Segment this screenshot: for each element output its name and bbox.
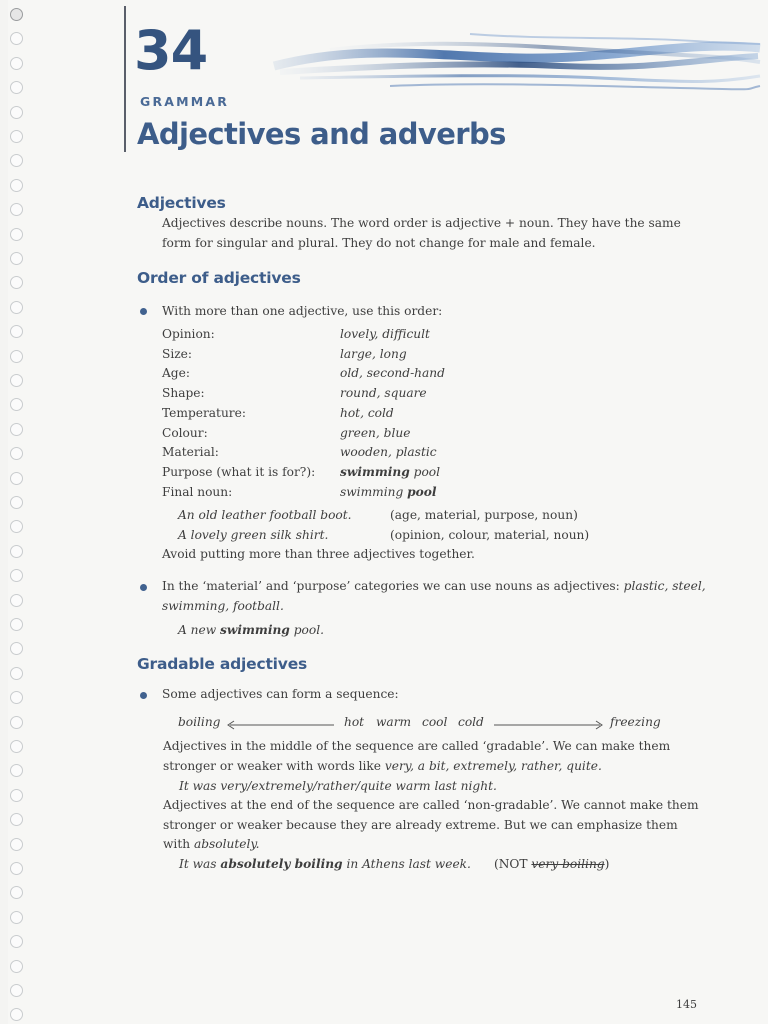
- binding-hole: [10, 911, 23, 924]
- sequence-word-freezing: freezing: [610, 715, 661, 729]
- order-label: Purpose (what it is for?):: [162, 464, 316, 479]
- binding-hole: [10, 764, 23, 777]
- binding-hole: [10, 984, 23, 997]
- bullet-icon: [140, 584, 147, 591]
- gradable-example-2-not: (NOT very boiling): [494, 857, 610, 871]
- binding-hole: [10, 203, 23, 216]
- binding-hole: [10, 130, 23, 143]
- binding-hole: [10, 350, 23, 363]
- binding-hole: [10, 472, 23, 485]
- binding-hole: [10, 423, 23, 436]
- order-example: swimming pool: [340, 484, 437, 499]
- order-label: Age:: [162, 366, 190, 381]
- order-avoid-note: Avoid putting more than three adjectives together.: [162, 547, 475, 561]
- binding-hole: [10, 228, 23, 241]
- sequence-word-cool: cool: [422, 715, 448, 729]
- binding-hole: [10, 81, 23, 94]
- order-example: round, square: [340, 386, 427, 401]
- sequence-word-hot: hot: [344, 715, 365, 729]
- binding-hole: [10, 32, 23, 45]
- temperature-sequence: [178, 712, 668, 734]
- binding-hole: [10, 179, 23, 192]
- binding-hole: [10, 691, 23, 704]
- order-example: lovely, difficult: [340, 327, 430, 341]
- gradable-example-2: It was absolutely boiling in Athens last week.: [179, 857, 471, 871]
- order-label: Size:: [162, 346, 192, 361]
- order-label: Shape:: [162, 386, 205, 401]
- sequence-word-boiling: boiling: [178, 715, 221, 729]
- binding-hole: [10, 838, 23, 851]
- adjectives-text-line-2: form for singular and plural. They do not change for male and female.: [162, 236, 596, 250]
- gradable-example-1: It was very/extremely/rather/quite warm last night.: [179, 779, 497, 793]
- gradable-intro: Some adjectives can form a sequence:: [162, 687, 399, 701]
- material-note-line-1: In the ‘material’ and ‘purpose’ categories we can use nouns as adjectives: plastic, steel,: [162, 579, 706, 593]
- bullet-icon: [140, 308, 147, 315]
- binding-hole: [10, 618, 23, 631]
- order-example: wooden, plastic: [340, 445, 437, 460]
- page-title: Adjectives and adverbs: [137, 117, 506, 151]
- arrow-left-icon: [226, 720, 336, 730]
- binding-hole: [10, 374, 23, 387]
- gradable-p2-line-1: Adjectives at the end of the sequence are called ‘non-gradable’. We cannot make them: [163, 798, 699, 812]
- sequence-word-warm: warm: [376, 715, 412, 729]
- binding-hole: [10, 960, 23, 973]
- order-label: Material:: [162, 445, 219, 460]
- binding-hole: [10, 594, 23, 607]
- binding-hole: [10, 716, 23, 729]
- page-number: 145: [676, 998, 697, 1011]
- material-note-line-2: swimming, football.: [162, 599, 284, 613]
- binding-hole: [10, 862, 23, 875]
- order-example: old, second-hand: [340, 366, 445, 381]
- heading-gradable-adjectives: Gradable adjectives: [137, 655, 308, 673]
- binding-hole: [10, 276, 23, 289]
- gradable-p2-line-2: stronger or weaker because they are already extreme. But we can emphasize them: [163, 818, 678, 832]
- binding-hole: [10, 569, 23, 582]
- section-label: GRAMMAR: [140, 94, 230, 109]
- binding-hole: [10, 57, 23, 70]
- binding-hole: [10, 496, 23, 509]
- order-example: large, long: [340, 346, 407, 361]
- chapter-number: 34: [134, 19, 208, 82]
- gradable-p1-line-2: stronger or weaker with words like very, a bit, extremely, rather, quite.: [163, 759, 602, 773]
- decorative-banner-graphic: [270, 26, 762, 98]
- binding-hole: [10, 398, 23, 411]
- binding-hole: [10, 447, 23, 460]
- binding-hole: [10, 667, 23, 680]
- order-example-2-sentence: A lovely green silk shirt.: [178, 528, 329, 542]
- binding-hole: [10, 813, 23, 826]
- heading-adjectives: Adjectives: [137, 194, 226, 212]
- spiral-binding: [10, 8, 28, 1018]
- binding-hole: [10, 545, 23, 558]
- binding-hole: [10, 252, 23, 265]
- chapter-rule: [124, 6, 126, 152]
- gradable-p1-line-1: Adjectives in the middle of the sequence are called ‘gradable’. We can make them: [163, 739, 671, 753]
- arrow-right-icon: [494, 720, 606, 730]
- order-example-1-sentence: An old leather football boot.: [178, 508, 352, 522]
- binding-hole: [10, 642, 23, 655]
- binding-hole: [10, 106, 23, 119]
- binding-hole: [10, 154, 23, 167]
- adjectives-text-line-1: Adjectives describe nouns. The word order is adjective + noun. They have the same: [162, 216, 681, 230]
- order-label: Opinion:: [162, 327, 215, 341]
- binding-hole: [10, 8, 23, 21]
- binding-hole: [10, 789, 23, 802]
- order-label: Temperature:: [162, 405, 246, 420]
- binding-hole: [10, 520, 23, 533]
- binding-hole: [10, 886, 23, 899]
- heading-order-of-adjectives: Order of adjectives: [137, 269, 301, 287]
- binding-hole: [10, 325, 23, 338]
- order-label: Final noun:: [162, 484, 233, 499]
- order-example: green, blue: [340, 425, 411, 440]
- gradable-p2-line-3: with absolutely.: [163, 837, 260, 851]
- order-example-2-note: (opinion, colour, material, noun): [390, 528, 590, 542]
- binding-hole: [10, 301, 23, 314]
- binding-hole: [10, 740, 23, 753]
- sequence-word-cold: cold: [458, 715, 484, 729]
- order-label: Colour:: [162, 425, 208, 440]
- bullet-icon: [140, 692, 147, 699]
- order-example: swimming pool: [340, 464, 441, 479]
- order-example-1-note: (age, material, purpose, noun): [390, 508, 578, 522]
- binding-hole: [10, 935, 23, 948]
- order-example: hot, cold: [340, 405, 394, 420]
- material-example: A new swimming pool.: [178, 623, 324, 637]
- order-intro: With more than one adjective, use this order:: [162, 304, 443, 318]
